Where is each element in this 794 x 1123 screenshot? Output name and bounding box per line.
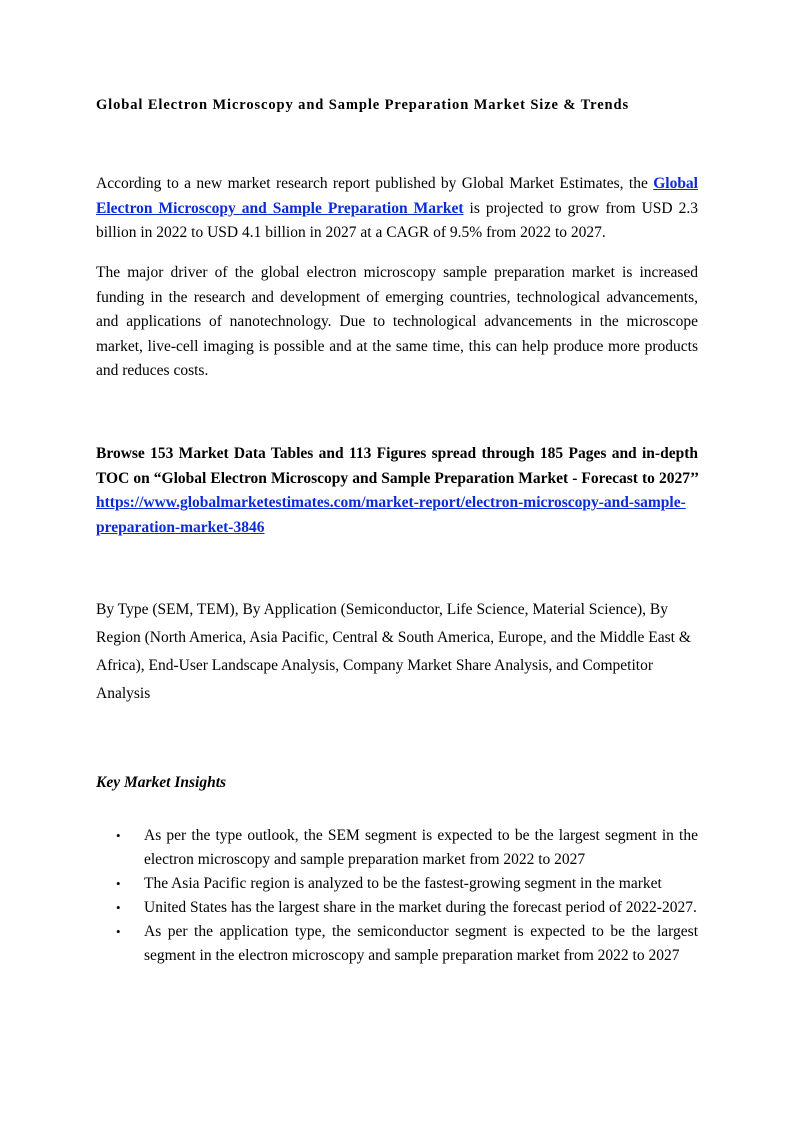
list-item bbox=[96, 872, 698, 896]
segmentation-paragraph: By Type (SEM, TEM), By Application (Semiconductor, Life Science, Material Science), By Region (North America, Asia Pacific, Central & South America, Europe, and the Middle East & Africa), End-User Landscape Analysis, Company Market Share Analysis, and Competitor Analysis bbox=[96, 601, 691, 702]
intro-paragraph bbox=[96, 172, 698, 246]
intro-text-after-link: is projected to grow from USD 2.3 billion in 2022 to USD 4.1 billion in 2027 at a CAGR of 9.5% from 2022 to 2027. bbox=[96, 199, 698, 241]
browse-text: Browse 153 Market Data Tables and 113 Figures spread through 185 Pages and in-depth TOC on “Global Electron Microscopy and Sample Preparation Market - Forecast to 2027’’ bbox=[96, 445, 698, 487]
market-report-link[interactable]: Global Electron Microscopy and Sample Preparation Market bbox=[96, 175, 698, 217]
bullet-icon: • bbox=[116, 876, 121, 891]
list-item-text: As per the type outlook, the SEM segment is expected to be the largest segment in the electron microscopy and sample preparation market from 2022 to 2027 bbox=[144, 827, 698, 868]
drivers-paragraph: The major driver of the global electron microscopy sample preparation market is increased funding in the research and development of emerging countries, technological advancements, and applications of nanotechnology. Due to technological advancements in the microscope market, live-cell imaging is possible and at the same time, this can help produce more products and reduces costs. bbox=[96, 264, 698, 379]
insights-list bbox=[96, 824, 698, 968]
document-page bbox=[96, 0, 698, 1123]
bullet-icon: • bbox=[116, 900, 121, 915]
list-item bbox=[96, 896, 698, 920]
list-item-text: The Asia Pacific region is analyzed to be the fastest-growing segment in the market bbox=[144, 875, 662, 892]
bullet-icon: • bbox=[116, 828, 121, 843]
browse-paragraph bbox=[96, 442, 698, 540]
list-item bbox=[96, 824, 698, 872]
report-url-link[interactable]: https://www.globalmarketestimates.com/market-report/electron-microscopy-and-sample-preparation-market-3846 bbox=[96, 494, 686, 536]
bullet-icon: • bbox=[116, 924, 121, 939]
list-item-text: As per the application type, the semiconductor segment is expected to be the largest segment in the electron microscopy and sample preparation market from 2022 to 2027 bbox=[144, 923, 698, 964]
key-market-insights-heading: Key Market Insights bbox=[96, 774, 227, 791]
document-title: Global Electron Microscopy and Sample Preparation Market Size & Trends bbox=[96, 97, 630, 113]
list-item bbox=[96, 920, 698, 968]
list-item-text: United States has the largest share in the market during the forecast period of 2022-2027. bbox=[144, 899, 697, 916]
intro-text-before-link: According to a new market research report published by Global Market Estimates, the bbox=[96, 175, 654, 192]
